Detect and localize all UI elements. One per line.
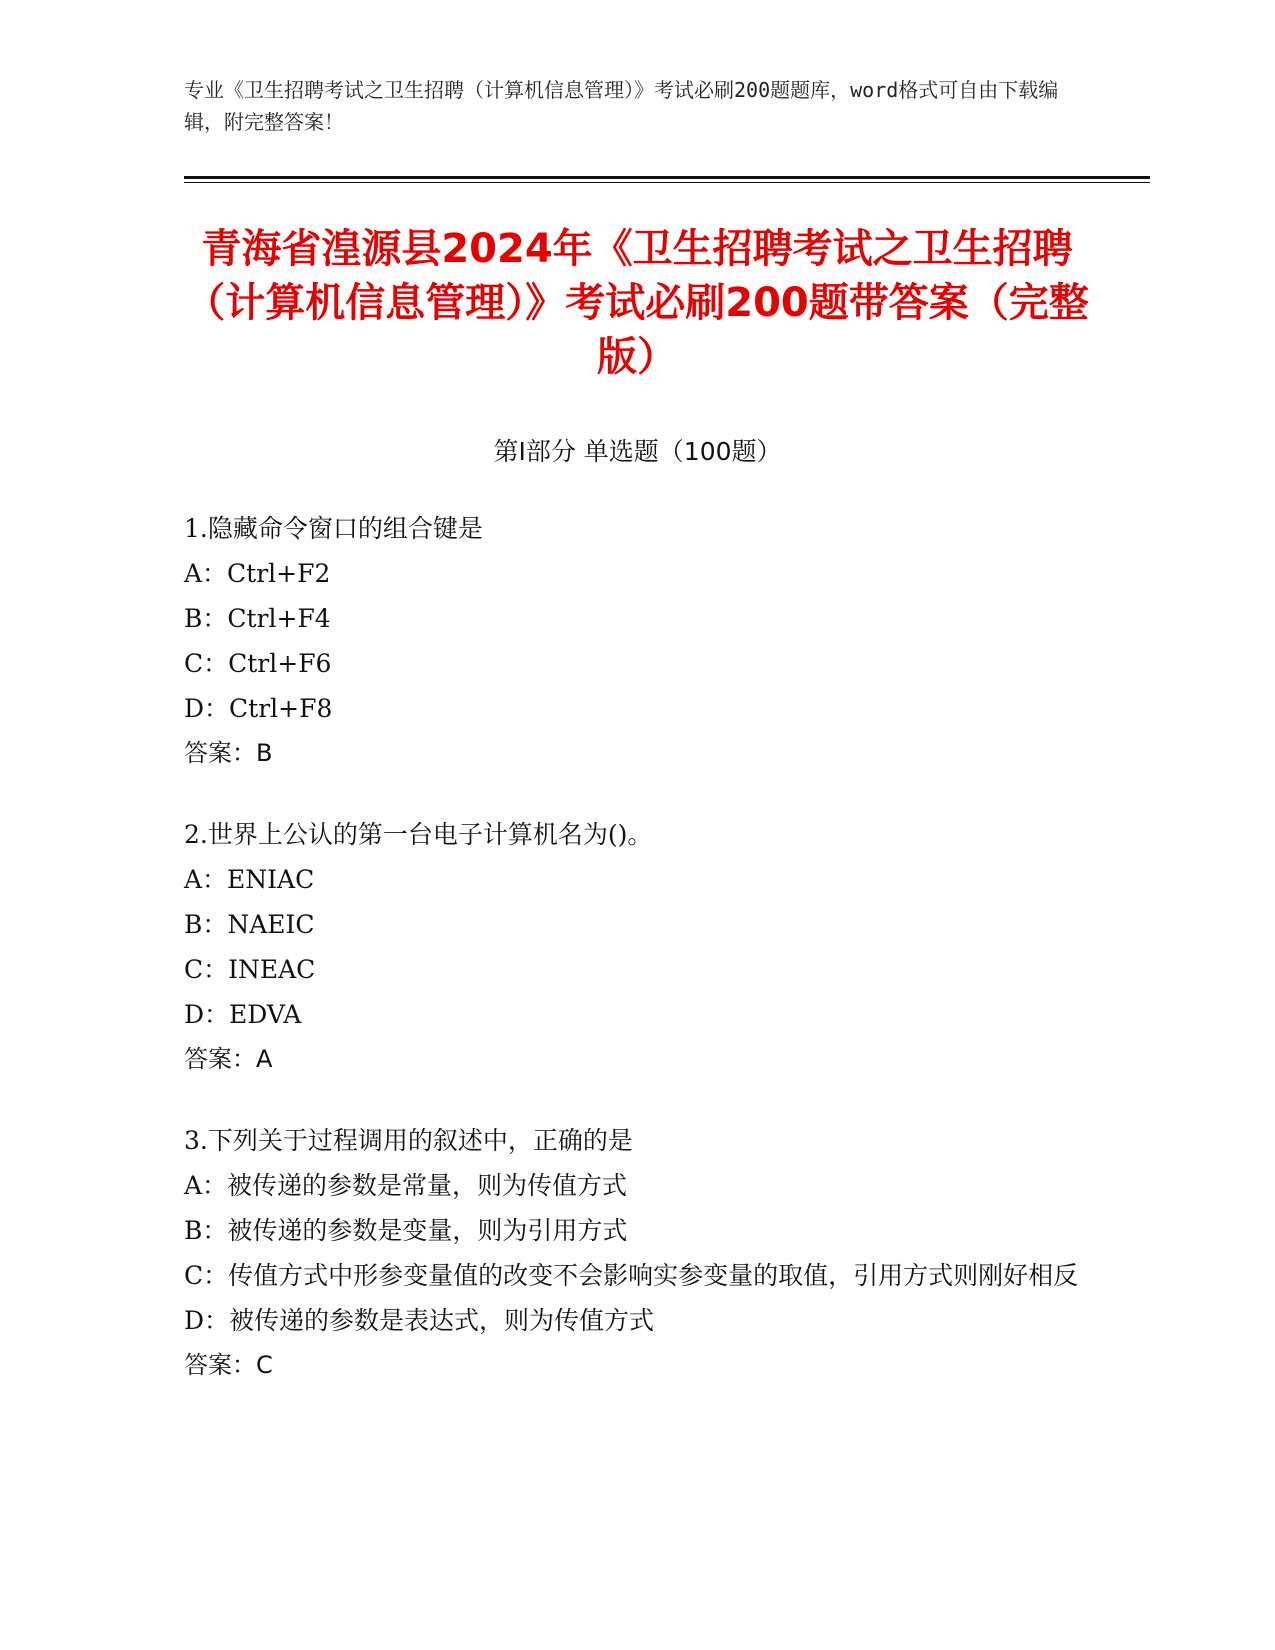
question-2: [184, 812, 1084, 1082]
option-d: D：被传递的参数是表达式，则为传值方式: [184, 1306, 655, 1335]
question-stem: 2.世界上公认的第一台电子计算机名为()。: [184, 820, 653, 849]
document-title: 青海省湟源县2024年《卫生招聘考试之卫生招聘（计算机信息管理）》考试必刷200题带答案（完整版）: [185, 226, 1089, 380]
header-divider-thin: [184, 182, 1150, 183]
option-d: D：EDVA: [184, 1000, 302, 1029]
option-b: B：Ctrl+F4: [184, 604, 331, 633]
option-a: A：Ctrl+F2: [184, 559, 331, 588]
question-3: [184, 1118, 1084, 1388]
option-a: A：ENIAC: [184, 865, 315, 894]
question-stem: 3.下列关于过程调用的叙述中，正确的是: [184, 1126, 633, 1155]
answer: 答案：B: [184, 739, 273, 767]
section-title: 第I部分 单选题（100题）: [493, 437, 782, 466]
option-b: B：NAEIC: [184, 910, 315, 939]
option-a: A：被传递的参数是常量，则为传值方式: [184, 1171, 628, 1200]
answer: 答案：A: [184, 1045, 273, 1073]
option-c: C：Ctrl+F6: [184, 649, 332, 678]
question-1: [184, 506, 1084, 776]
header-divider-thick: [184, 176, 1150, 179]
question-stem: 1.隐藏命令窗口的组合键是: [184, 514, 483, 543]
option-c: C：INEAC: [184, 955, 316, 984]
option-d: D：Ctrl+F8: [184, 694, 333, 723]
option-c: C：传值方式中形参变量值的改变不会影响实参变量的取值，引用方式则刚好相反: [184, 1261, 1079, 1290]
answer: 答案：C: [184, 1351, 273, 1379]
header-note: 专业《卫生招聘考试之卫生招聘（计算机信息管理）》考试必刷200题题库，word格式可自由下载编辑，附完整答案！: [184, 78, 1059, 134]
option-b: B：被传递的参数是变量，则为引用方式: [184, 1216, 628, 1245]
